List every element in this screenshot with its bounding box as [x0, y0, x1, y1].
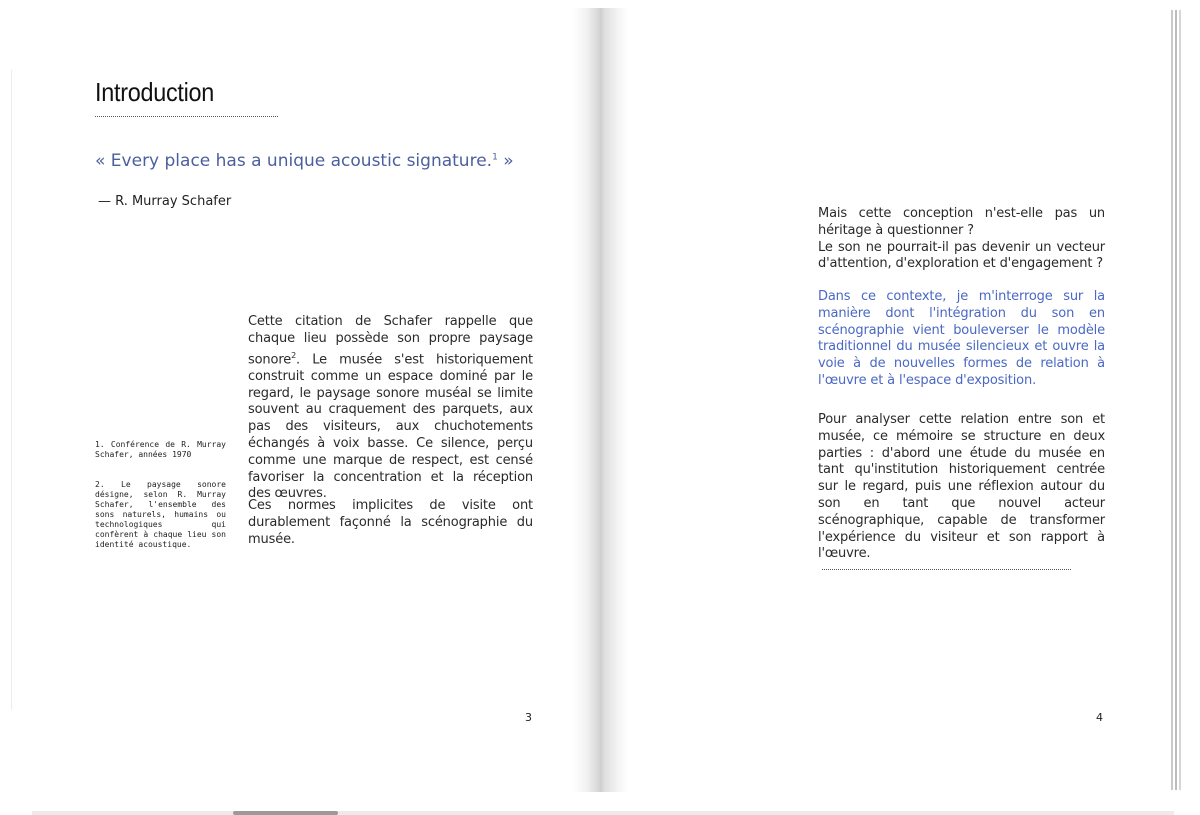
horizontal-scrollbar[interactable] — [32, 811, 1174, 815]
scrollbar-thumb[interactable] — [233, 811, 338, 815]
footnote-1: 1. Conférence de R. Murray Schafer, années 1970 — [95, 440, 226, 459]
paragraph-text: . Le musée s'est historiquement construit comme un espace dominé par le regard, le paysage sonore muséal se limite souvent au craquement des parquets, aux pas des visiteurs, aux chuchotements échangés à voix basse. Ce silence, perçu comme une marque de respect, est censé favoriser la concentration et la réception des œuvres. — [248, 351, 533, 502]
page-edge — [11, 70, 12, 710]
paragraph-text: Cette citation de Schafer rappelle que chaque lieu possède son propre paysage sonore — [248, 314, 533, 367]
title-divider — [95, 116, 278, 117]
intro-paragraph-1 — [248, 314, 533, 503]
paragraph-text: Dans ce contexte, je m'interroge sur la manière dont l'intégration du son en scénographie vient bouleverser le modèle traditionnel du musée silencieux et ouvre la voie à de nouvelles formes de relation à l'œuvre et à l'espace d'exposition. — [818, 289, 1105, 388]
page-number-4: 4 — [1096, 711, 1103, 724]
page-4 — [600, 8, 1170, 792]
paragraph-text: Pour analyser cette relation entre son et musée, ce mémoire se structure en deux parties : d'abord une étude du musée en tant qu'institution historiquement centrée sur le regard, puis une réflexion autour du son en tant que nouvel acteur scénographique, capable de transformer l'expérience du visiteur et son rapport à l'œuvre. — [818, 412, 1105, 562]
intro-paragraph-2 — [248, 498, 533, 548]
epigraph-quote — [95, 151, 514, 171]
page-stack-edge — [1175, 10, 1177, 790]
quote-text: « Every place has a unique acoustic signature. — [95, 151, 493, 171]
page-stack-edge — [1171, 10, 1173, 790]
footnote-ref-1[interactable]: 1 — [492, 152, 498, 163]
page-stack-edge — [1179, 10, 1181, 790]
question-line-2: Le son ne pourrait-il pas devenir un vecteur d'attention, d'exploration et d'engagement ? — [818, 239, 1105, 272]
footnote-2: 2. Le paysage sonore désigne, selon R. Murray Schafer, l'ensemble des sons naturels, humains ou technologiques qui confèrent à chaque lieu son identité acoustique. — [95, 480, 226, 549]
page-title: Introduction — [95, 77, 215, 107]
footnote-ref-2[interactable]: 2 — [291, 350, 297, 360]
right-paragraph-2-highlight — [818, 289, 1105, 390]
question-line-1: Mais cette conception n'est-elle pas un héritage à questionner ? — [818, 206, 1105, 238]
quote-author: — R. Murray Schafer — [98, 194, 232, 209]
paragraph-text: Ces normes implicites de visite ont durablement façonné la scénographie du musée. — [248, 498, 533, 547]
right-paragraph-3 — [818, 412, 1105, 563]
page-number-3: 3 — [525, 711, 532, 724]
quote-close: » — [497, 151, 514, 171]
book-gutter-shadow — [573, 8, 629, 792]
right-paragraph-1 — [818, 206, 1105, 273]
section-divider — [822, 569, 1071, 570]
